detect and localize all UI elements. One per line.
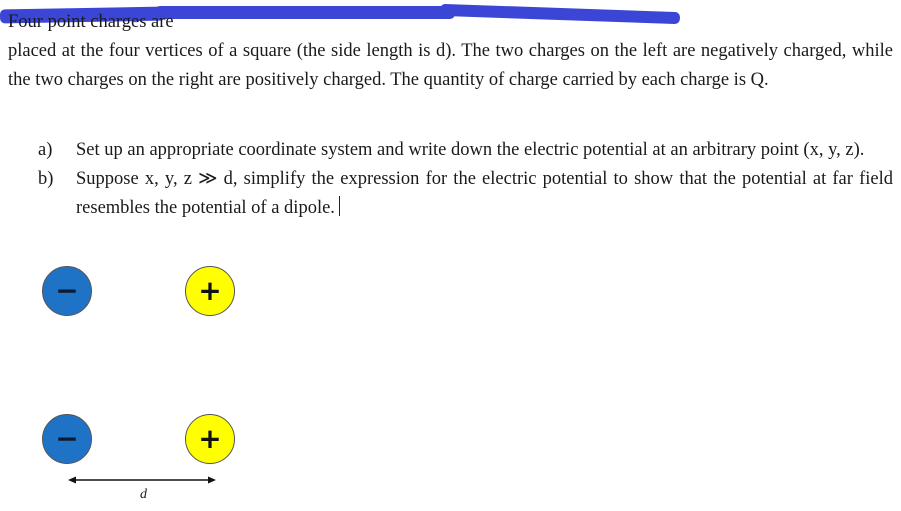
question-parts — [38, 136, 893, 223]
positive-charge-top-right: + — [185, 266, 235, 316]
part-label: b) — [38, 169, 54, 189]
negative-charge-bottom-left: − — [42, 414, 92, 464]
part-text: Suppose x, y, z ≫ d, simplify the expression for the electric potential to show that the potential at far field resembles the potential of a dipole. — [76, 169, 893, 218]
problem-statement — [8, 8, 893, 95]
question-part-b — [38, 165, 893, 223]
part-label: a) — [38, 140, 53, 160]
negative-charge-top-left: − — [42, 266, 92, 316]
question-part-a — [38, 136, 893, 165]
problem-intro-first-line: Four point charges are — [8, 12, 174, 32]
problem-intro-text: placed at the four vertices of a square (the side length is d). The two charges on the left are negatively charged, while the two charges on the right are positively charged. The quantity of charge carried by each charge is Q. — [8, 41, 893, 90]
side-length-arrow — [60, 472, 225, 488]
positive-charge-bottom-right: + — [185, 414, 235, 464]
side-length-label: d — [140, 487, 147, 502]
part-text: Set up an appropriate coordinate system and write down the electric potential at an arbitrary point (x, y, z). — [76, 140, 865, 160]
text-cursor — [339, 196, 340, 216]
